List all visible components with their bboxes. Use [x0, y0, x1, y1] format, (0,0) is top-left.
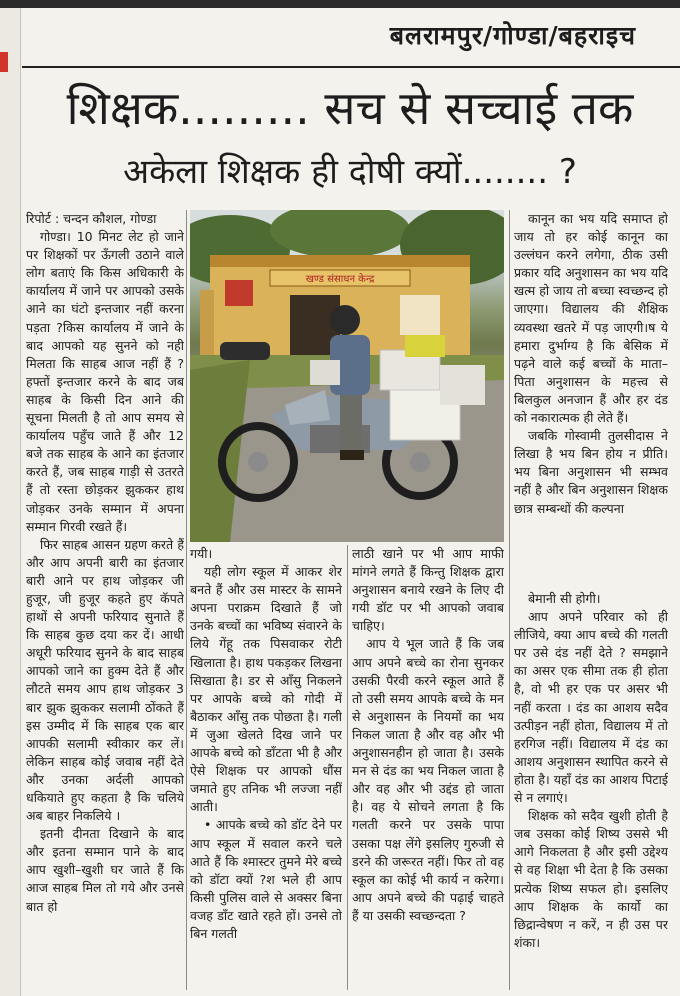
top-border	[0, 0, 680, 8]
paragraph: गयी।	[190, 546, 213, 561]
news-photo	[190, 210, 504, 542]
subheadline: अकेला शिक्षक ही दोषी क्यों........ ?	[123, 152, 577, 192]
paragraph: शिक्षक को सदैव खुशी होती है जब उसका कोई शिष्य उससे भी आगे निकलता है और इसी उद्देश्य से वह शिक्षा भी देता है कि उसका प्रत्येक शिष्य सफल हो। इसलिए आप शिक्षक के कार्यो का छिद्रान्वेषण न करें, न ही उस पर शंका।	[514, 808, 668, 950]
paragraph: गोण्डा। 10 मिनट लेट हो जाने पर शिक्षकों पर ऊँगली उठाने वाले लोग बताएं कि किस अधिकारी के कार्यालय में जाने पर आपको उसके आने का घंटो इन्तजार नहीं करना पड़ता ?किस कार्यालय में जाने के बाद आपको यह सुनने को नही मिलता कि साहब आज नहीं हैं ? हफ्तों इन्तजार करने के बाद जब साहब के किसी दिन आने की सूचना मिलती है तो आप समय से कार्यालय पहुँच जाते हैं और 12 बजे तक साहब के आने का इंतजार करते हैं, जब साहब गाड़ी से उतरते हैं तो रस्ता छोड़कर झुककर हाथ जोड़कर उनके सम्मान में अपना सम्मान गिरवी रखते हैं।	[26, 229, 184, 534]
article-column-2	[190, 545, 342, 990]
teacher-motorbike-photo	[190, 210, 504, 542]
column-divider	[509, 210, 510, 990]
paragraph: फिर साहब आसन ग्रहण करते हैं और आप अपनी बारी का इंतजार बारी आने पर हाथ जोड़कर जी हुजूर, जी हुजूर कहते हुए कॅपते हाथों से अपनी फरियाद सुनाते हैं कि साहब कुछ दया कर दें। आधी अधूरी फरियाद सुनने के बाद साहब आपको जाने का हुक्म देते हैं और लौटते समय आप हाथ जोड़कर 3 बार झुक झुककर सलामी ठोंकते हैं इस उम्मीद में कि साहब एक बार आपकी सलामी स्वीकार कर लें। लेकिन साहब कोई जवाब नहीं देते और उनका अर्दली आपको धकियाते हुए कहता है कि चलिये अब बाहर निकलिये ।	[26, 536, 184, 824]
article-column-1	[26, 210, 184, 990]
paragraph: जबकि गोस्वामी तुलसीदास ने लिखा है भय बिन होय न प्रीति। भय बिना अनुशासन भी सम्भव नहीं है और बिन अनुशासन शिक्षक छात्र सम्बन्धों की कल्पना	[514, 428, 668, 516]
byline: रिपोर्ट : चन्दन कौशल, गोण्डा	[26, 211, 157, 226]
paragraph: यही लोग स्कूल में आकर शेर बनते हैं और उस मास्टर के सामने अपना पराक्रम दिखाते हैं जो उनके बच्चों का भविष्य संवारने के लिये गेंहू तक पिसवाकर रोटी खिलाता है। हाथ पकड़कर लिखना सिखाता है। डर से आँसु निकलने पर आपके बच्चे को गोदी में बैठाकर आँसु तक पोछता है। गली में जुआ खेलते दिख जाने पर आपके बच्चे को डाँटता भी है और ऐसे शिक्षक पर आपको धौंस जमाते हुए तनिक भी लज्जा नहीं आती।	[190, 564, 342, 815]
paragraph: लाठी खाने पर भी आप माफी मांगने लगते हैं किन्तु शिक्षक द्वारा अनुशासन बनाये रखने के लिए दी गयी डॉट पर भी आपको जवाब चाहिए।	[352, 546, 504, 634]
article-column-4-bottom	[514, 590, 668, 990]
paragraph: इतनी दीनता दिखाने के बाद और इतना सम्मान पाने के बाद आप खुशी–खुशी घर जाते हैं कि आज साहब मिल तो गये और उनसे बात हो	[26, 826, 184, 914]
paragraph: कानून का भय यदि समाप्त हो जाय तो हर कोई कानून का उल्लंघन करने लगेगा, ठीक उसी प्रकार यदि अनुशासन का भय यदि खत्म हो जाय तो बच्चा स्वच्छन्द हो जाएगा। विद्यालय की शैक्षिक व्यवस्था खतरे में पड़ जाएगी।ष ये हमारा दुर्भाग्य है कि बेसिक में पढ़ने वाले कई बच्चों के माता–पिता अनुशासन के महत्त्व से बिलकुल अनजान हैं और हर दंड को नकारात्मक ही लेते हैं।	[514, 211, 668, 426]
adjacent-column-strip	[0, 8, 21, 996]
article-column-3	[352, 545, 504, 990]
paragraph: • आपके बच्चे को डॉट देने पर आप स्कूल में सवाल करने चले आते हैं कि श्मास्टर तुमने मेरे बच्चे को डॉटा क्यों ?श भले ही आप किसी पुलिस वाले से अक्सर बिना वजह डाँट खाते रहते हों। उनसे तो बिन गलती	[190, 817, 342, 941]
article-column-4-top	[514, 210, 668, 590]
headline: शिक्षक......... सच से सच्चाई तक	[66, 81, 634, 135]
building-sign: खण्ड संसाधन केन्द्र	[305, 274, 375, 285]
edition-name: बलरामपुर/गोण्डा/बहराइच	[389, 21, 636, 50]
header-rule	[22, 66, 680, 68]
column-divider	[347, 545, 348, 990]
red-marker	[0, 52, 8, 72]
paragraph: बेमानी सी होगी।	[528, 591, 601, 606]
paragraph: आप अपने परिवार को ही लीजिये, क्या आप बच्चे की गलती पर उसे दंड नहीं देते ? समझाने का असर एक सीमा तक ही होता है, वो भी हर एक पर असर भी नहीं करता । दंड का आशय सदैव उत्पीड़न नहीं होता, विद्यालय में तो हरगिज नहीं। विद्यालय में दंड का आशय अनुशासन स्थापित करने से होता है। यहाँ दंड का आशय पिटाई से न लगाएं।	[514, 609, 668, 806]
paragraph: आप ये भूल जाते हैं कि जब आप अपने बच्चे का रोना सुनकर उसकी पैरवी करने स्कूल आते हैं तो उसी समय आपके बच्चे के मन से अनुशासन के नियमों का भय निकल जाता है और वह और भी अनुशासनहीन हो जाता है। उसके मन से दंड का भय निकल जाता है और वह और भी उद्दंड हो जाता है। वह ये सोचने लगता है कि गलती करने पर उसके पापा उसका पक्ष लेंगे इसलिए गुरुजी से डरने की जरूरत नहीं। फिर तो वह स्कूल का कोई भी कार्य न करेगा। आप अपने बच्चे की पढ़ाई चाहते हैं या उसकी स्वच्छन्दता ?	[352, 636, 504, 923]
column-divider	[186, 210, 187, 990]
